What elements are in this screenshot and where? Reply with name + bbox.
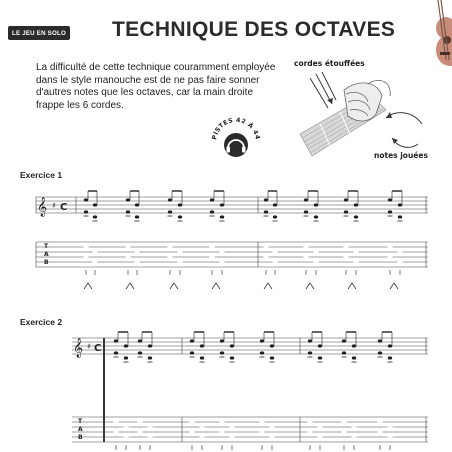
stroke-direction-mark [212, 283, 220, 289]
note-head [84, 198, 88, 201]
tab-fret-box [220, 259, 225, 264]
note-head [260, 351, 264, 354]
stroke-direction-mark [390, 283, 398, 289]
tab-fret-box [378, 429, 383, 434]
note-head [388, 210, 392, 213]
tab-fret-box [200, 425, 205, 430]
tab-fret-box [273, 250, 278, 255]
tab-fret-box [318, 425, 323, 430]
tab-fret-box [304, 254, 309, 259]
note-head [200, 344, 204, 347]
tab-fret-box [270, 434, 275, 439]
note-head [114, 351, 118, 354]
note-head [220, 203, 224, 206]
muted-strings-label: cordes étouffées [294, 59, 365, 68]
tab-fret-box [114, 420, 119, 425]
audio-tracks-badge [208, 112, 264, 168]
note-head [138, 339, 142, 342]
note-head [220, 351, 224, 354]
tab-fret-box [126, 245, 131, 250]
note-head [388, 356, 392, 359]
tab-fret-box [260, 429, 265, 434]
page-title: TECHNIQUE DES OCTAVES [112, 18, 396, 41]
note-head [148, 356, 152, 359]
note-head [190, 351, 194, 354]
tab-fret-box [352, 425, 357, 430]
note-head [168, 198, 172, 201]
note-head [273, 215, 277, 218]
common-time-icon: C [60, 202, 68, 213]
tab-fret-box [270, 425, 275, 430]
stroke-direction-mark [306, 283, 314, 289]
note-head [190, 339, 194, 342]
note-head [342, 339, 346, 342]
tab-fret-box [354, 250, 359, 255]
exercise-2-label: Exercice 2 [20, 317, 63, 327]
section-tag: LE JEU EN SOLO [8, 26, 70, 40]
tab-fret-box [93, 250, 98, 255]
note-head [126, 210, 130, 213]
tab-fret-box [314, 250, 319, 255]
note-head [230, 344, 234, 347]
tab-fret-box [352, 434, 357, 439]
note-head [273, 203, 277, 206]
tab-fret-box [210, 245, 215, 250]
note-head [168, 210, 172, 213]
note-head [308, 351, 312, 354]
tab-fret-box [273, 259, 278, 264]
tab-fret-box [388, 245, 393, 250]
tab-fret-box [168, 254, 173, 259]
note-head [352, 344, 356, 347]
tab-fret-box [126, 254, 131, 259]
tab-fret-box [84, 245, 89, 250]
tab-fret-box [230, 434, 235, 439]
note-head [210, 210, 214, 213]
tab-fret-box [114, 429, 119, 434]
note-head [378, 351, 382, 354]
tab-fret-box [138, 420, 143, 425]
intro-paragraph: La difficulté de cette technique couramment employée dans le style manouche est de ne pas faire sonner d'autres notes que les octaves, car la main droite frappe les 6 cordes. [36, 62, 276, 111]
note-head [344, 198, 348, 201]
tab-fret-box [230, 425, 235, 430]
tab-fret-box [220, 420, 225, 425]
note-head [264, 210, 268, 213]
tab-fret-box [388, 425, 393, 430]
note-head [270, 344, 274, 347]
tab-letter-a: A [78, 426, 83, 433]
tab-fret-box [342, 429, 347, 434]
stroke-direction-mark [264, 283, 272, 289]
note-head [304, 210, 308, 213]
stroke-direction-mark [348, 283, 356, 289]
note-head [378, 339, 382, 342]
tab-fret-box [344, 245, 349, 250]
tab-fret-box [210, 254, 215, 259]
tab-fret-box [190, 420, 195, 425]
note-head [124, 344, 128, 347]
tab-fret-box [148, 425, 153, 430]
note-head [135, 203, 139, 206]
stroke-direction-mark [126, 283, 134, 289]
tab-fret-box [168, 245, 173, 250]
note-head [270, 356, 274, 359]
note-head [148, 344, 152, 347]
tab-fret-box [135, 259, 140, 264]
exercise-1-label: Exercice 1 [20, 170, 63, 180]
tab-fret-box [314, 259, 319, 264]
tab-fret-box [398, 250, 403, 255]
audio-tracks-label: PISTES 42 À 44 [211, 116, 261, 141]
note-head [178, 203, 182, 206]
tab-fret-box [220, 429, 225, 434]
note-head [352, 356, 356, 359]
tab-fret-box [124, 425, 129, 430]
tab-letter-a: A [44, 251, 49, 258]
exercise-2-score [0, 330, 452, 452]
note-head [260, 339, 264, 342]
note-head [178, 215, 182, 218]
stroke-direction-mark [84, 283, 92, 289]
note-head [342, 351, 346, 354]
tab-letter-t: T [44, 243, 49, 250]
tab-fret-box [84, 254, 89, 259]
note-head [93, 215, 97, 218]
note-head [114, 339, 118, 342]
note-head [200, 356, 204, 359]
tab-fret-box [200, 434, 205, 439]
tab-fret-box [388, 434, 393, 439]
note-head [93, 203, 97, 206]
note-head [354, 203, 358, 206]
tab-fret-box [308, 429, 313, 434]
tab-fret-box [260, 420, 265, 425]
tab-letter-t: T [78, 418, 83, 425]
notation-notes [84, 191, 403, 289]
tab-fret-box [124, 434, 129, 439]
note-head [84, 210, 88, 213]
note-head [388, 198, 392, 201]
tab-fret-box [138, 429, 143, 434]
exercise-1-score [0, 182, 452, 307]
tab-fret-box [378, 420, 383, 425]
tab-fret-box [388, 254, 393, 259]
note-head [308, 339, 312, 342]
tab-fret-box [318, 434, 323, 439]
note-head [354, 215, 358, 218]
note-head [388, 344, 392, 347]
note-head [264, 198, 268, 201]
tab-fret-box [264, 245, 269, 250]
note-head [220, 339, 224, 342]
common-time-icon: C [94, 343, 102, 354]
tab-fret-box [190, 429, 195, 434]
tab-fret-box [178, 250, 183, 255]
note-head [124, 356, 128, 359]
note-head [344, 210, 348, 213]
sharp-icon: ♯ [87, 342, 91, 351]
note-head [314, 203, 318, 206]
tab-fret-box [264, 254, 269, 259]
headphones-icon [224, 133, 248, 157]
note-head [314, 215, 318, 218]
tab-fret-box [398, 259, 403, 264]
tab-fret-box [220, 250, 225, 255]
tab-fret-box [135, 250, 140, 255]
note-head [220, 215, 224, 218]
tab-fret-box [308, 420, 313, 425]
treble-clef-icon: 𝄞 [37, 197, 48, 217]
tab-letter-b: B [44, 259, 49, 266]
note-head [126, 198, 130, 201]
note-head [135, 215, 139, 218]
treble-clef-icon: 𝄞 [73, 338, 84, 358]
tab-letter-b: B [78, 434, 83, 441]
tab-fret-box [304, 245, 309, 250]
note-head [398, 203, 402, 206]
note-head [210, 198, 214, 201]
sharp-icon: ♯ [52, 201, 56, 210]
note-head [138, 351, 142, 354]
tab-fret-box [344, 254, 349, 259]
note-head [318, 356, 322, 359]
tab-fret-box [342, 420, 347, 425]
hand-position-figure [286, 52, 444, 182]
played-notes-label: notes jouées [374, 151, 428, 160]
note-head [230, 356, 234, 359]
tab-fret-box [178, 259, 183, 264]
tab-fret-box [93, 259, 98, 264]
tab-fret-box [354, 259, 359, 264]
note-head [304, 198, 308, 201]
tab-fret-box [148, 434, 153, 439]
note-head [398, 215, 402, 218]
note-head [318, 344, 322, 347]
stroke-direction-mark [170, 283, 178, 289]
